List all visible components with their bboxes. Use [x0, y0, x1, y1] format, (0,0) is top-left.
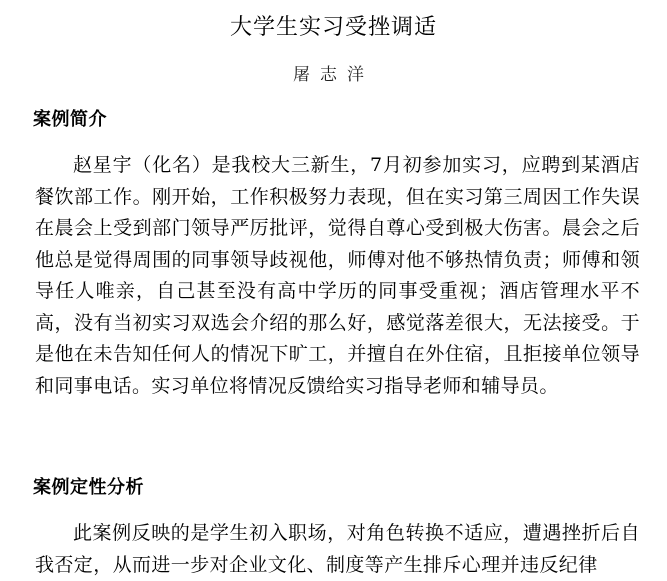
section-paragraph-case-intro: 赵星宇（化名）是我校大三新生，7月初参加实习，应聘到某酒店餐饮部工作。刚开始，工作积极努力表现，但在实习第三周因工作失误在晨会上受到部门领导严厉批评，觉得自尊心受到极大伤害。晨会之后他总是觉得周围的同事领导歧视他，师傅对他不够热情负责；师傅和领导任人唯亲，自己甚至没有高中学历的同事受重视；酒店管理水平不高，没有当初实习双选会介绍的那么好，感觉落差很大，无法接受。于是他在未告知任何人的情况下旷工，并擅自在外住宿，且拒接单位领导和同事电话。实习单位将情况反馈给实习指导老师和辅导员。 [35, 154, 640, 397]
section-paragraph-case-analysis: 此案例反映的是学生初入职场，对角色转换不适应，遭遇挫折后自我否定，从而进一步对企业文化、制度等产生排斥心理并违反纪律 [35, 522, 640, 576]
section-heading-case-intro: 案例简介 [33, 109, 107, 130]
section-heading-case-analysis: 案例定性分析 [33, 477, 144, 498]
document-author: 屠志洋 [293, 65, 374, 85]
document-title: 大学生实习受挫调适 [229, 15, 437, 40]
